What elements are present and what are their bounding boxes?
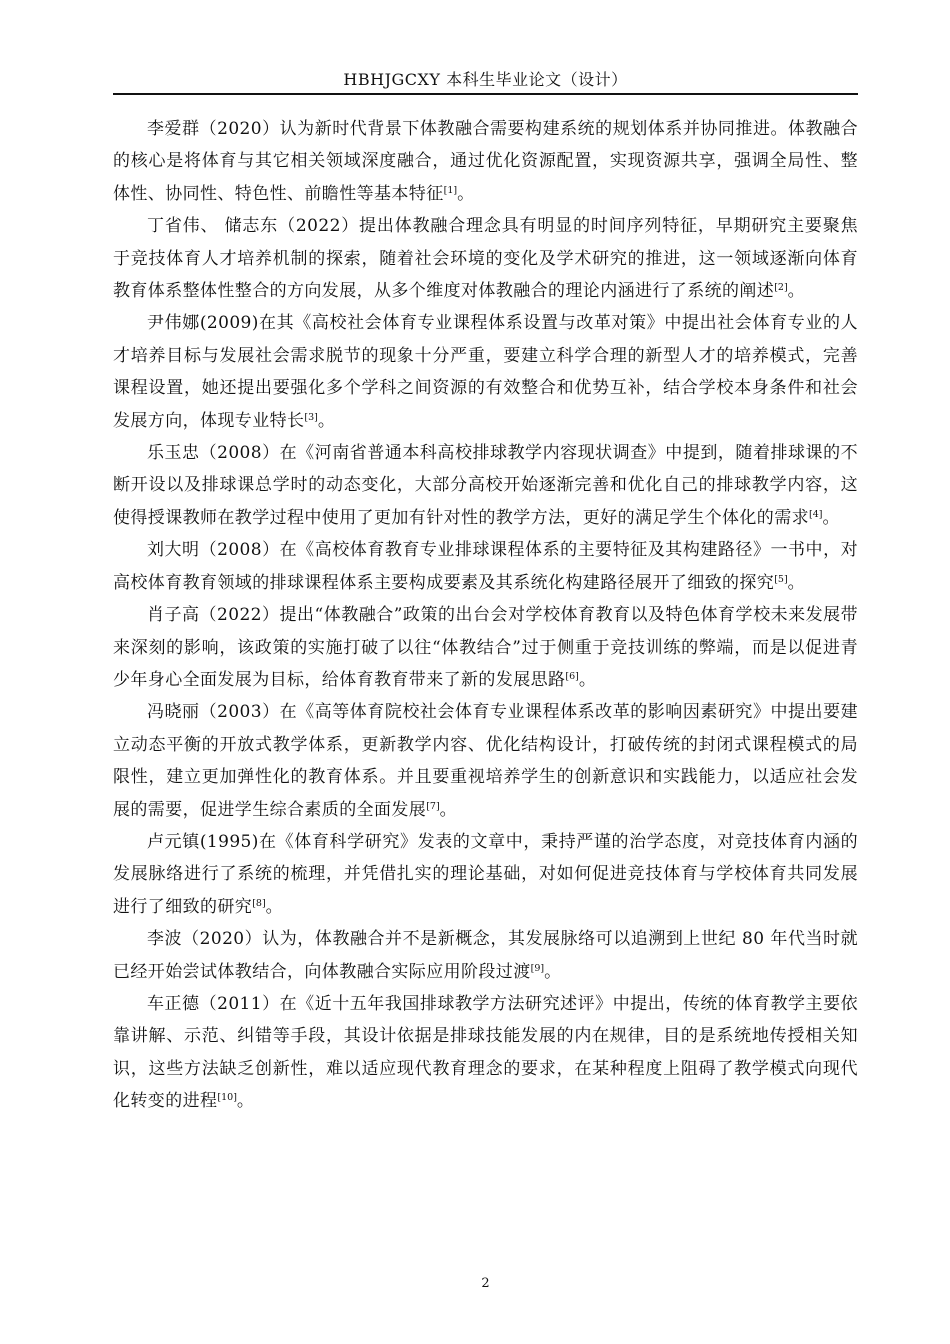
paragraph-end: 。: [578, 669, 597, 690]
paragraph-6: [113, 599, 858, 696]
paragraph-7: [113, 696, 858, 826]
paragraph-end: 。: [787, 281, 806, 302]
citation-marker: [8]: [252, 897, 266, 909]
paragraph-text: 丁省伟、 储志东（2022）提出体教融合理念具有明显的时间序列特征，早期研究主要聚焦于竞技体育人才培养机制的探索，随着社会环境的变化及学术研究的推进，这一领域逐渐向体育教育体系整体性整合的方向发展，从多个维度对体教融合的理论内涵进行了系统的阐述: [113, 216, 858, 302]
paragraph-end: 。: [439, 799, 458, 820]
citation-marker: [10]: [217, 1092, 237, 1104]
citation-marker: [7]: [426, 800, 440, 812]
citation-marker: [5]: [774, 573, 788, 585]
paragraph-text: 卢元镇(1995)在《体育科学研究》发表的文章中，秉持严谨的治学态度，对竞技体育内涵的发展脉络进行了系统的梳理，并凭借扎实的理论基础，对如何促进竞技体育与学校体育共同发展进行了细致的研究: [113, 831, 858, 917]
paragraph-text: 李波（2020）认为，体教融合并不是新概念，其发展脉络可以追溯到上世纪 80 年代当时就已经开始尝试体教结合，向体教融合实际应用阶段过渡: [113, 929, 858, 982]
paragraph-9: [113, 923, 858, 988]
paragraph-text: 乐玉忠（2008）在《河南省普通本科高校排球教学内容现状调查》中提到，随着排球课的不断开设以及排球课总学时的动态变化，大部分高校开始逐渐完善和优化自己的排球教学内容，这使得授课教师在教学过程中使用了更加有针对性的教学方法，更好的满足学生个体化的需求: [113, 443, 858, 528]
paragraph-1: [113, 113, 858, 210]
citation-marker: [4]: [809, 508, 823, 520]
paragraph-end: 。: [787, 572, 806, 593]
paragraph-4: [113, 437, 858, 534]
citation-marker: [1]: [443, 184, 458, 196]
citation-marker: [3]: [304, 411, 318, 423]
paragraph-text: 李爱群（2020）认为新时代背景下体教融合需要构建系统的规划体系并协同推进。体教融合的核心是将体育与其它相关领域深度融合，通过优化资源配置，实现资源共享，强调全局性、整体性、协同性、特色性、前瞻性等基本特征: [113, 119, 858, 204]
paragraph-text: 刘大明（2008）在《高校体育教育专业排球课程体系的主要特征及其构建路径》一书中，对高校体育教育领域的排球课程体系主要构成要素及其系统化构建路径展开了细致的探究: [113, 540, 858, 593]
paragraph-10: [113, 988, 858, 1118]
paragraph-text: 车正德（2011）在《近十五年我国排球教学方法研究述评》中提出，传统的体育教学主要依靠讲解、示范、纠错等手段，其设计依据是排球技能发展的内在规律，目的是系统地传授相关知识，这些方法缺乏创新性，难以适应现代教育理念的要求，在某种程度上阻碍了教学模式向现代化转变的进程: [113, 993, 858, 1112]
paragraph-8: [113, 826, 858, 923]
paragraph-3: [113, 307, 858, 437]
paragraph-2: [113, 210, 858, 307]
paragraph-end: 。: [236, 1091, 255, 1112]
citation-marker: [6]: [565, 670, 579, 682]
paragraph-text: 尹伟娜(2009)在其《高校社会体育专业课程体系设置与改革对策》中提出社会体育专业的人才培养目标与发展社会需求脱节的现象十分严重，要建立科学合理的新型人才的培养模式，完善课程设置，她还提出要强化多个学科之间资源的有效整合和优势互补，结合学校本身条件和社会发展方向，体现专业特长: [113, 313, 858, 431]
page-number: 2: [481, 1276, 490, 1291]
paragraph-end: 。: [822, 507, 840, 528]
paragraph-text: 冯晓丽（2003）在《高等体育院校社会体育专业课程体系改革的影响因素研究》中提出要建立动态平衡的开放式教学体系，更新教学内容、优化结构设计，打破传统的封闭式课程模式的局限性，建立更加弹性化的教育体系。并且要重视培养学生的创新意识和实践能力，以适应社会发展的需要，促进学生综合素质的全面发展: [113, 702, 858, 820]
citation-marker: [9]: [530, 962, 545, 974]
paragraph-text: 肖子高（2022）提出“体教融合”政策的出台会对学校体育教育以及特色体育学校未来发展带来深刻的影响，该政策的实施打破了以往“体教结合”过于侧重于竞技训练的弊端，而是以促进青少年身心全面发展为目标，给体育教育带来了新的发展思路: [113, 605, 858, 690]
running-header: HBHJGCXY 本科生毕业论文（设计）: [343, 70, 628, 89]
paragraph-5: [113, 534, 858, 599]
paragraph-end: 。: [457, 183, 475, 204]
body-text: [113, 113, 858, 1118]
paragraph-end: 。: [544, 961, 562, 982]
paragraph-end: 。: [265, 896, 284, 917]
paragraph-end: 。: [317, 410, 336, 431]
citation-marker: [2]: [774, 282, 788, 294]
header-rule: [113, 93, 858, 95]
